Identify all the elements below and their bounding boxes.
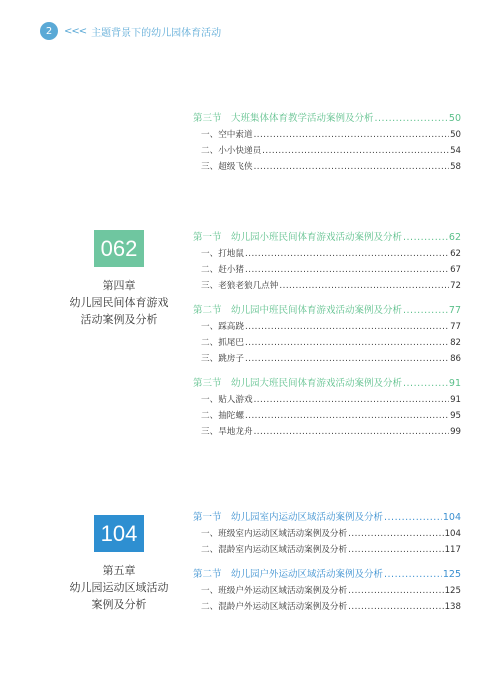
toc-item[interactable]: 二、混龄室内运动区域活动案例及分析 ..... 117 [193,543,461,559]
toc-item[interactable]: 三、超级飞侠 ..... 58 [193,160,461,176]
toc-item[interactable]: 一、打地鼠 ..... 62 [193,247,461,263]
toc-item[interactable]: 二、小小快递员 ..... 54 [193,144,461,160]
toc-section[interactable]: 第二节 幼儿园中班民间体育游戏活动案例及分析 ..... 77 [193,302,461,320]
toc-section-block [193,566,461,616]
toc-chapter5 [193,509,461,616]
toc-item[interactable]: 一、踩高跷 ..... 77 [193,320,461,336]
toc-item[interactable]: 二、抓尾巴 ..... 82 [193,336,461,352]
toc-section[interactable]: 第一节 幼儿园室内运动区域活动案例及分析 ..... 104 [193,509,461,527]
page-number-badge: 2 [40,22,58,40]
toc-item[interactable]: 一、贴人游戏 ..... 91 [193,393,461,409]
toc-item[interactable]: 一、班级室内运动区域活动案例及分析 ..... 104 [193,527,461,543]
toc-item[interactable]: 二、混龄户外运动区域活动案例及分析 ..... 138 [193,600,461,616]
toc-item[interactable]: 一、班级户外运动区域活动案例及分析 ..... 125 [193,584,461,600]
book-title: 主题背景下的幼儿园体育活动 [91,27,222,39]
toc-item[interactable]: 二、赶小猪 ..... 67 [193,263,461,279]
toc-section[interactable]: 第二节 幼儿园户外运动区域活动案例及分析 ..... 125 [193,566,461,584]
chapter-number-box: 062 [94,230,144,267]
toc-section-block [193,302,461,368]
running-header [40,22,221,40]
chapter-5-heading [50,515,188,613]
chapter-number-box: 104 [94,515,144,552]
toc-section-block [193,509,461,559]
toc-section[interactable]: 第一节 幼儿园小班民间体育游戏活动案例及分析 ..... 62 [193,229,461,247]
chevron-left-icon: <<< [64,25,87,37]
toc-item[interactable]: 三、旱地龙舟 ..... 99 [193,425,461,441]
toc-item[interactable]: 一、空中索道 ..... 50 [193,128,461,144]
toc-section-block [193,229,461,295]
toc-section-block [193,375,461,441]
toc-item[interactable]: 三、跳房子 ..... 86 [193,352,461,368]
toc-item[interactable]: 二、抽陀螺 ..... 95 [193,409,461,425]
toc-section[interactable]: 第三节 幼儿园大班民间体育游戏活动案例及分析 ..... 91 [193,375,461,393]
chapter-title: 第五章 幼儿园运动区域活动 案例及分析 [69,564,169,611]
toc-chapter4 [193,229,461,441]
toc-item[interactable]: 三、老狼老狼几点钟 ..... 72 [193,279,461,295]
chapter-title: 第四章 幼儿园民间体育游戏 活动案例及分析 [69,279,169,326]
toc-chapter3-continued [193,110,461,176]
chapter-4-heading [50,230,188,328]
toc-section[interactable]: 第三节 大班集体体育教学活动案例及分析 ..... 50 [193,110,461,128]
